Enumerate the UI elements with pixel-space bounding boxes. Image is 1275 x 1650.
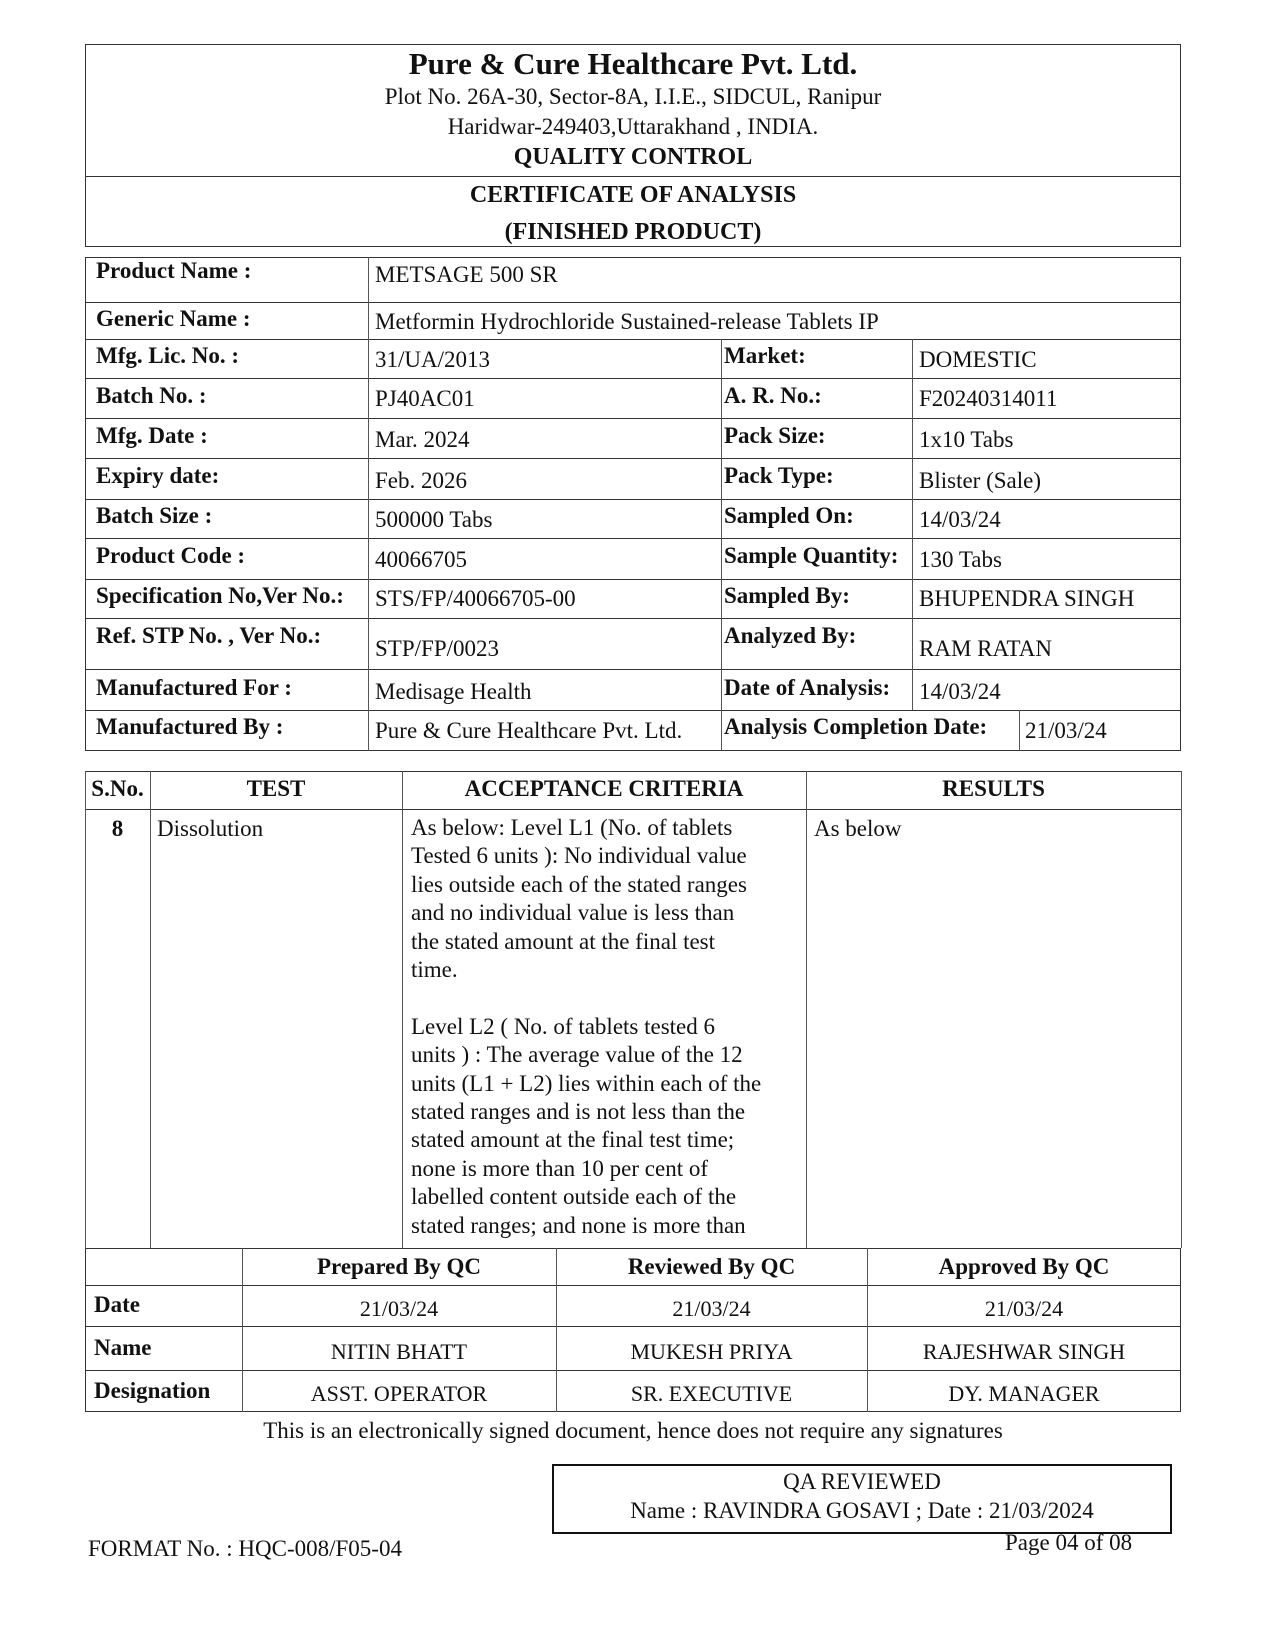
info-value: 21/03/24 <box>1025 718 1107 743</box>
row-line <box>85 302 1181 303</box>
test-result: As below <box>814 816 902 841</box>
prepared-by-header: Prepared By QC <box>317 1254 481 1279</box>
info-value: Mar. 2024 <box>375 427 470 452</box>
qa-reviewed-line: Name : RAVINDRA GOSAVI ; Date : 21/03/2024 <box>630 1498 1094 1523</box>
table-top-line <box>85 771 1181 772</box>
address-line-2: Haridwar-249403,Uttarakhand , INDIA. <box>447 114 819 139</box>
signoff-row-label: Date <box>94 1292 140 1317</box>
signoff-row-label: Name <box>94 1335 152 1360</box>
info-label: Manufactured For : <box>96 675 292 700</box>
col-header-sno: S.No. <box>91 776 144 801</box>
company-name: Pure & Cure Healthcare Pvt. Ltd. <box>408 46 858 81</box>
info-label: Manufactured By : <box>96 714 284 739</box>
row-line <box>85 418 1181 419</box>
info-value: 130 Tabs <box>919 547 1002 572</box>
row-line <box>85 1370 1181 1371</box>
row-line <box>85 378 1181 379</box>
header-divider <box>85 176 1181 177</box>
col-line <box>806 771 807 1248</box>
row-line <box>85 1326 1181 1327</box>
info-label: Product Code : <box>96 543 246 568</box>
info-value: Feb. 2026 <box>375 468 467 493</box>
col-line <box>85 771 86 1248</box>
col-line <box>721 339 722 751</box>
col-line <box>368 257 369 751</box>
test-sno: 8 <box>111 816 124 841</box>
signoff-row-label: Designation <box>94 1378 211 1403</box>
info-value: STP/FP/0023 <box>375 636 499 661</box>
address-line-1: Plot No. 26A-30, Sector-8A, I.I.E., SIDCUL, Ranipur <box>384 84 882 109</box>
info-label: Market: <box>724 343 806 368</box>
info-label: Sample Quantity: <box>724 543 899 568</box>
info-label: Pack Size: <box>724 423 826 448</box>
info-label: Pack Type: <box>724 463 834 488</box>
info-label: Sampled On: <box>724 503 854 528</box>
info-value: 31/UA/2013 <box>375 347 490 372</box>
row-line <box>85 538 1181 539</box>
approved-date: 21/03/24 <box>984 1296 1064 1321</box>
reviewed-date: 21/03/24 <box>672 1296 751 1321</box>
info-value: 40066705 <box>375 547 467 572</box>
info-value: PJ40AC01 <box>375 386 475 411</box>
info-label: Analysis Completion Date: <box>724 714 988 739</box>
info-label: Expiry date: <box>96 463 220 488</box>
page-number: Page 04 of 08 <box>1005 1530 1133 1555</box>
row-line <box>85 339 1181 340</box>
info-value: RAM RATAN <box>919 636 1052 661</box>
row-line <box>85 618 1181 619</box>
info-label: Analyzed By: <box>724 623 857 648</box>
product-name-value: METSAGE 500 SR <box>375 262 558 287</box>
test-name: Dissolution <box>157 816 264 841</box>
row-line <box>85 710 1181 711</box>
col-header-results: RESULTS <box>942 776 1045 801</box>
info-value: STS/FP/40066705-00 <box>375 586 576 611</box>
info-value: F20240314011 <box>919 386 1058 411</box>
info-value: 14/03/24 <box>919 507 1001 532</box>
header-row-line <box>85 809 1181 810</box>
prepared-name: NITIN BHATT <box>330 1339 468 1364</box>
info-label: Ref. STP No. , Ver No.: <box>96 623 322 648</box>
approved-name: RAJESHWAR SINGH <box>922 1339 1126 1364</box>
row-line <box>85 1285 1181 1286</box>
department-title: QUALITY CONTROL <box>513 144 753 170</box>
prepared-designation: ASST. OPERATOR <box>310 1381 488 1406</box>
format-number: FORMAT No. : HQC-008/F05-04 <box>88 1536 402 1561</box>
electronic-signature-note: This is an electronically signed document, hence does not require any signatures <box>263 1418 1003 1443</box>
info-value: 1x10 Tabs <box>919 427 1014 452</box>
approved-designation: DY. MANAGER <box>948 1381 1100 1406</box>
info-value: DOMESTIC <box>919 347 1037 372</box>
col-line <box>1019 710 1020 751</box>
col-line <box>912 339 913 710</box>
col-line <box>402 771 403 1248</box>
row-line <box>85 579 1181 580</box>
prepared-date: 21/03/24 <box>359 1296 439 1321</box>
info-label: Sampled By: <box>724 583 850 608</box>
row-line <box>85 458 1181 459</box>
generic-name-label: Generic Name : <box>96 306 251 331</box>
generic-name-value: Metformin Hydrochloride Sustained-release Tablets IP <box>375 309 879 334</box>
info-label: Specification No,Ver No.: <box>96 583 344 608</box>
row-line <box>85 499 1181 500</box>
reviewed-name: MUKESH PRIYA <box>630 1339 793 1364</box>
reviewed-designation: SR. EXECUTIVE <box>630 1381 793 1406</box>
info-value: 500000 Tabs <box>375 507 493 532</box>
info-value: Pure & Cure Healthcare Pvt. Ltd. <box>375 718 683 743</box>
col-header-test: TEST <box>246 776 306 801</box>
col-line <box>150 771 151 1248</box>
info-label: Batch Size : <box>96 503 213 528</box>
info-value: 14/03/24 <box>919 679 1001 704</box>
row-line <box>85 669 1181 670</box>
approved-by-header: Approved By QC <box>938 1254 1110 1279</box>
reviewed-by-header: Reviewed By QC <box>627 1254 796 1279</box>
document-subtitle: (FINISHED PRODUCT) <box>504 219 762 245</box>
col-line <box>1181 771 1182 1248</box>
info-label: Batch No. : <box>96 383 207 408</box>
product-name-label: Product Name : <box>96 258 252 283</box>
col-header-criteria: ACCEPTANCE CRITERIA <box>464 776 744 801</box>
info-value: Medisage Health <box>375 679 532 704</box>
info-value: Blister (Sale) <box>919 468 1041 493</box>
info-value: BHUPENDRA SINGH <box>919 586 1135 611</box>
info-label: Mfg. Date : <box>96 423 208 448</box>
info-label: Mfg. Lic. No. : <box>96 343 240 368</box>
document-title: CERTIFICATE OF ANALYSIS <box>469 182 797 208</box>
qa-reviewed-title: QA REVIEWED <box>783 1469 941 1494</box>
info-label: A. R. No.: <box>724 383 822 408</box>
info-label: Date of Analysis: <box>724 675 891 700</box>
acceptance-criteria-text: As below: Level L1 (No. of tablets Tested 6 units ): No individual value lies outside each of the stated ranges and no individual value is less than the stated amount at the final test time. Level L2 ( No. of tablets tested 6 units ) : The average value of the 12 units (L1 + L2) lies within each of the stated ranges and is not less than the stated amount at the final test time; none is more than 10 per cent of labelled content outside each of the stated ranges; and none is more than <box>411 815 762 1238</box>
